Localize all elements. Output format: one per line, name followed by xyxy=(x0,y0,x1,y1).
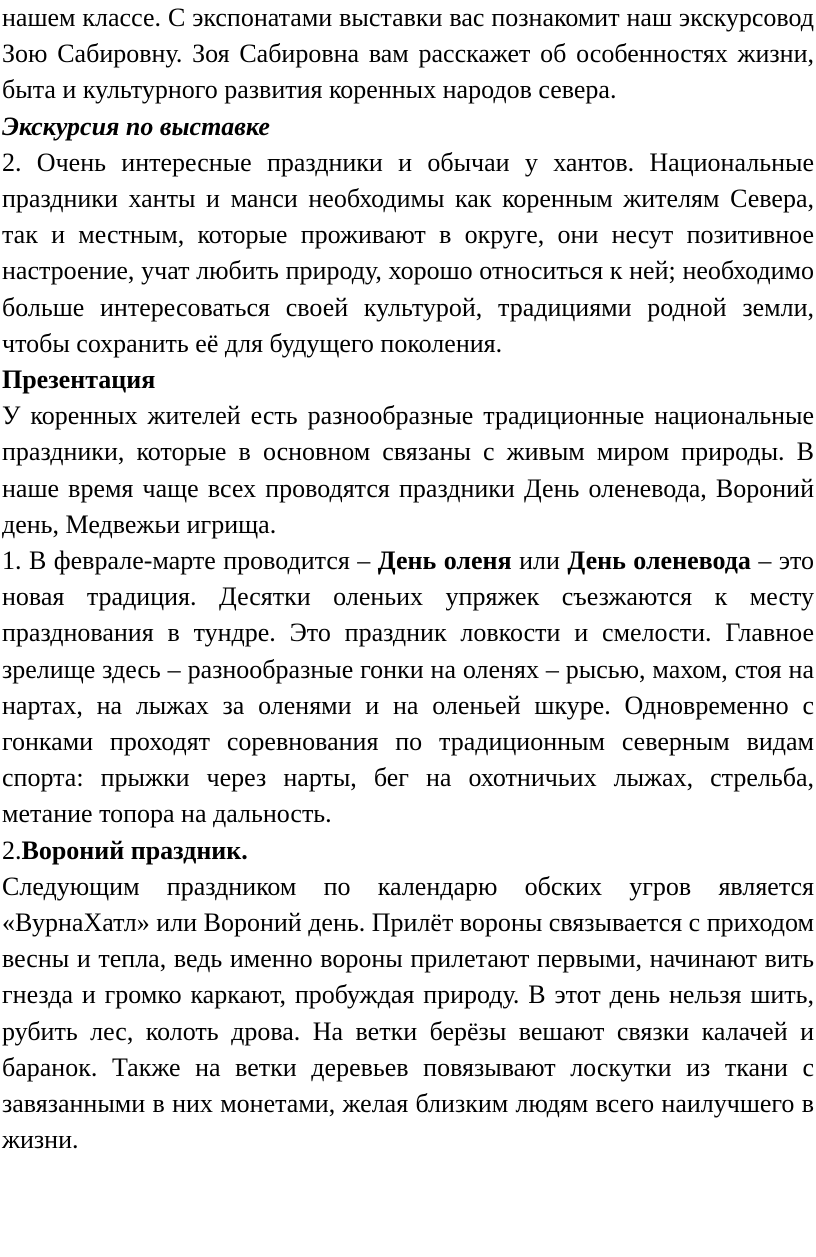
deer-day-bold-1: День оленя xyxy=(377,546,512,576)
paragraph-deer-day xyxy=(2,543,814,833)
paragraph-holidays: 2. Очень интересные праздники и обычаи у хантов. Национальные праздники ханты и манси необходимы как коренным жителям Севера, так и местным, которые проживают в округе, они несут позитивное настроение, учат любить природу, хорошо относиться к ней; необходимо больше интересоваться своей культурой, традициями родной земли, чтобы сохранить её для будущего поколения. xyxy=(2,147,814,358)
deer-day-middle: или xyxy=(511,546,568,576)
paragraph-intro: нашем классе. С экспонатами выставки вас познакомит наш экскурсовод Зою Сабировну. Зоя Сабировна вам расскажет об особенностях жизни, быта и культурного развития коренных народов севера. xyxy=(2,3,814,105)
crow-heading-number: 2. xyxy=(2,835,22,865)
deer-day-prefix: 1. В феврале-марте проводится – xyxy=(2,546,378,576)
deer-day-bold-2: День оленевода xyxy=(567,546,751,576)
heading-excursion: Экскурсия по выставке xyxy=(2,111,270,141)
paragraph-crow: Следующим праздником по календарю обских угров является «ВурнаХатл» или Вороний день. Прилёт вороны связывается с приходом весны и тепла, ведь именно вороны прилетают первыми, начинают вить гнезда и громко каркают, пробуждая природу. В этот день нельзя шить, рубить лес, колоть дрова. На ветки берёзы вешают связки калачей и баранок. Также на ветки деревьев повязывают лоскутки из ткани с завязанными в них монетами, желая близким людям всего наилучшего в жизни. xyxy=(2,871,814,1155)
heading-presentation: Презентация xyxy=(2,365,156,395)
paragraph-native: У коренных жителей есть разнообразные традиционные национальные праздники, которые в основном связаны с живым миром природы. В наше время чаще всех проводятся праздники День оленевода, Вороний день, Медвежьи игрища. xyxy=(2,401,814,539)
heading-crow xyxy=(2,833,814,869)
deer-day-rest: – это новая традиция. Десятки оленьих упряжек съезжаются к месту празднования в тундре. Это праздник ловкости и смелости. Главное зрелище здесь – разнообразные гонки на оленях – рысью, махом, стоя на нартах, на лыжах за оленями и на оленьей шкуре. Одновременно с гонками проходят соревнования по традиционным северным видам спорта: прыжки через нарты, бег на охотничьих лыжах, стрельба, метание топора на дальность. xyxy=(2,546,815,829)
crow-heading-title: Вороний праздник. xyxy=(21,835,248,865)
